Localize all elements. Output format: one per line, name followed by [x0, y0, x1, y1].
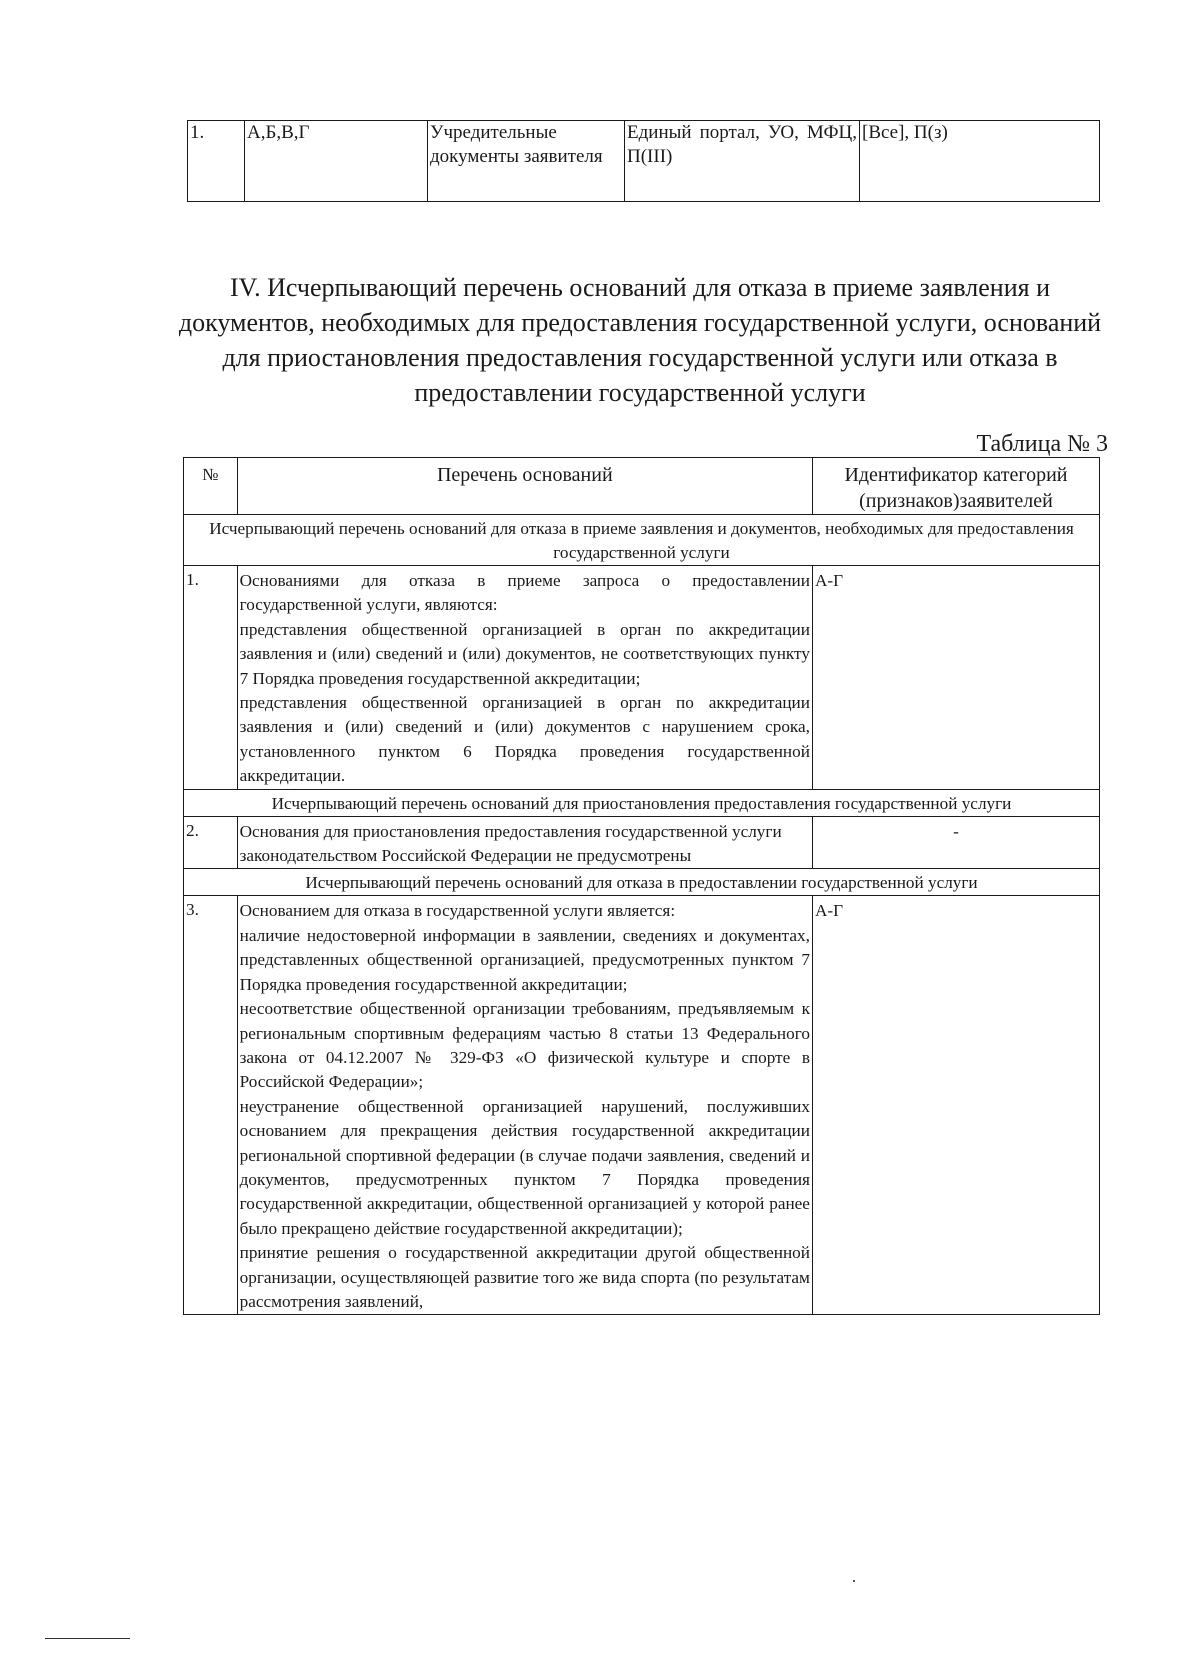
header-identifier: Идентификатор категорий (признаков)заявителей [812, 458, 1099, 515]
scan-speck [853, 1580, 855, 1582]
table-row [184, 566, 1100, 790]
basis-line: представления общественной организацией в орган по аккредитации заявления и (или) сведений и (или) документов с нарушением срока, установленного пунктом 6 Порядка проведения государственной аккредитации. [239, 693, 810, 786]
group-title-row [184, 515, 1100, 566]
grounds-table [183, 457, 1100, 1315]
table-row [184, 816, 1100, 869]
header-basis: Перечень оснований [237, 458, 812, 515]
basis-line: Основания для приостановления предоставления государственной услуги законодательством Российской Федерации не предусмотрены [239, 821, 782, 866]
basis-line: несоответствие общественной организации требованиям, предъявляемым к региональным спортивным федерациям частью 8 статьи 13 Федерального закона от 04.12.2007 № 329-ФЗ «О физической культуре и спорте в Российской Федерации»; [239, 999, 810, 1092]
top-row-scope: [Все], П(з) [860, 121, 1100, 202]
top-table [187, 120, 1100, 202]
row-basis [237, 566, 812, 790]
top-row-number: 1. [188, 121, 245, 202]
group-title-row [184, 869, 1100, 896]
section-title: IV. Исчерпывающий перечень оснований для отказа в приеме заявления и документов, необходимых для предоставления государственной услуги, оснований для приостановления предоставления государственной услуги или отказа в предоставлении государственной услуги [178, 273, 1102, 407]
basis-line: Основанием для отказа в государственной услуги является: [239, 901, 676, 921]
footnote-divider [45, 1638, 130, 1639]
row-basis [237, 816, 812, 869]
basis-line: представления общественной организацией в орган по аккредитации заявления и (или) сведений и (или) документов, не соответствующих пункту 7 Порядка проведения государственной аккредитации; [239, 619, 810, 688]
row-number: 2. [184, 816, 238, 869]
group-title: Исчерпывающий перечень оснований для отказа в приеме заявления и документов, необходимых для предоставления государственной услуги [184, 515, 1100, 566]
group-title: Исчерпывающий перечень оснований для отказа в предоставлении государственной услуги [184, 869, 1100, 896]
row-identifier: - [812, 816, 1099, 869]
top-row-channels: Единый портал, УО, МФЦ, П(III) [625, 121, 860, 202]
row-number: 1. [184, 566, 238, 790]
header-number: № [184, 458, 238, 515]
basis-line: Основаниями для отказа в приеме запроса о предоставлении государственной услуги, являются: [239, 571, 810, 615]
row-basis [237, 896, 812, 1315]
basis-line: неустранение общественной организацией нарушений, послуживших основанием для прекращения действия государственной аккредитации региональной спортивной федерации (в случае подачи заявления, сведений и документов, предусмотренных пунктом 7 Порядка проведения государственной аккредитации, общественной организацией у которой ранее было прекращено действие государственной аккредитации); [239, 1096, 810, 1238]
basis-line: принятие решения о государственной аккредитации другой общественной организации, осуществляющей развитие того же вида спорта (по результатам рассмотрения заявлений, [239, 1243, 810, 1311]
row-identifier: А-Г [812, 896, 1099, 1315]
top-row-categories: А,Б,В,Г [245, 121, 428, 202]
basis-line: наличие недостоверной информации в заявлении, сведениях и документах, представленных общественной организацией, предусмотренных пунктом 7 Порядка проведения государственной аккредитации; [239, 925, 810, 994]
top-row-document: Учредительные документы заявителя [428, 121, 625, 202]
row-number: 3. [184, 896, 238, 1315]
table-row [188, 121, 1100, 202]
table-header-row [184, 458, 1100, 515]
row-identifier: А-Г [812, 566, 1099, 790]
group-title: Исчерпывающий перечень оснований для приостановления предоставления государственной услуги [184, 789, 1100, 816]
group-title-row [184, 789, 1100, 816]
table-row [184, 896, 1100, 1315]
table-caption: Таблица № 3 [976, 431, 1108, 457]
